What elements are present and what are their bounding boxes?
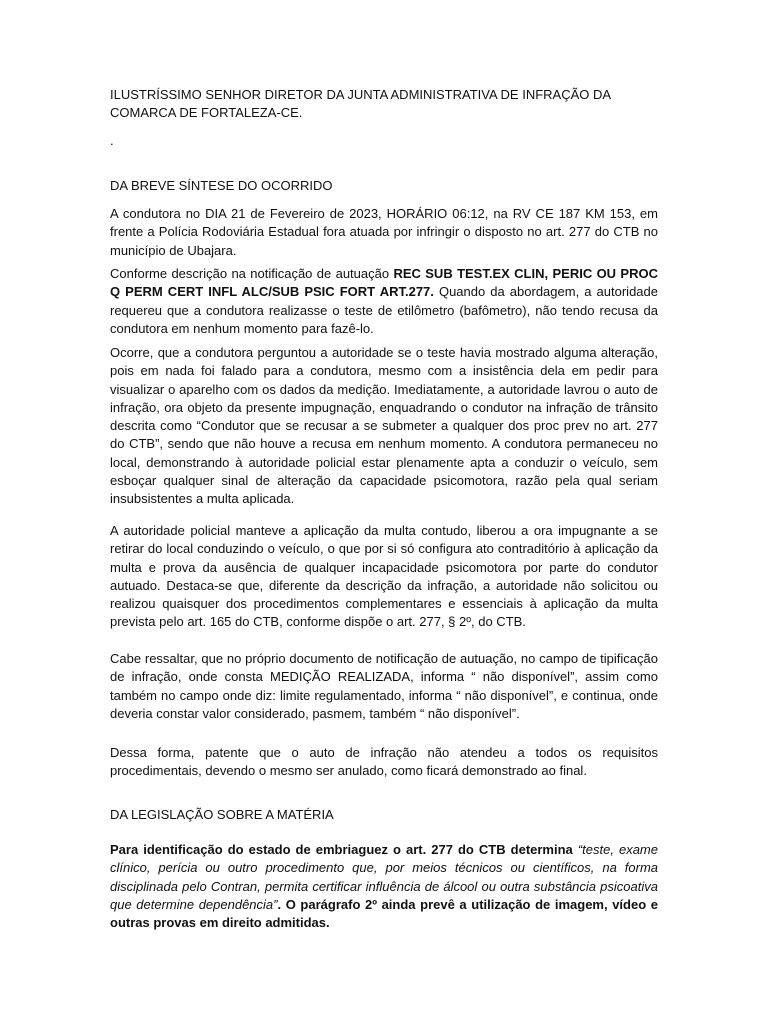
section-heading-sintese: DA BREVE SÍNTESE DO OCORRIDO	[110, 178, 333, 193]
paragraph-legislacao-pre: Para identificação do estado de embriaguez o art. 277 do CTB determina	[110, 842, 578, 857]
paragraph-ressaltar: Cabe ressaltar, que no próprio documento de notificação de autuação, no campo de tipificação de infração, onde consta MEDIÇÃO REALIZADA, informa “ não disponível”, assim como também no campo onde diz: limite regulamentado, informa “ não disponível”, e continua, onde deveria constar valor considerado, pasmem, também “ não disponível”.	[110, 651, 658, 721]
paragraph-notificacao-post: Quando da abordagem, a autoridade requereu que a condutora realizasse o teste de etilômetro (bafômetro), não tendo recusa da condutora em nenhum momento para fazê-lo.	[110, 284, 658, 336]
document-title: ILUSTRÍSSIMO SENHOR DIRETOR DA JUNTA ADMINISTRATIVA DE INFRAÇÃO DA COMARCA DE FORTALEZA-CE.	[110, 87, 611, 121]
paragraph-ocorre: Ocorre, que a condutora perguntou a autoridade se o teste havia mostrado alguma alteração, pois em nada foi falado para a condutora, mesmo com a insistência dela em pedir para visualizar o aparelho com os dados da medição. Imediatamente, a autoridade lavrou o auto de infração, ora objeto da presente impugnação, enquadrando o condutor na infração de trânsito descrita como “Condutor que se recusar a se submeter a qualquer dos proc prev no art. 277 do CTB”, sendo que não houve a recusa em nenhum momento. A condutora permaneceu no local, demonstrando à autoridade policial estar plenamente apta a conduzir o veículo, sem esboçar qualquer sinal de alteração da capacidade psicomotora, razão pela qual seriam insubsistentes a multa aplicada.	[110, 345, 658, 507]
section-heading-legislacao: DA LEGISLAÇÃO SOBRE A MATÉRIA	[110, 807, 334, 822]
legal-quote: “teste, exame clínico, perícia ou outro procedimento que, por meios técnicos ou científicos, na forma disciplinada pelo Contran, permita certificar influência de álcool ou outra substância psicoativa que determine dependência”	[110, 842, 658, 912]
paragraph-notificacao	[110, 265, 658, 338]
paragraph-legislacao	[110, 841, 658, 932]
paragraph-notificacao-pre: Conforme descrição na notificação de autuação	[110, 266, 394, 281]
paragraph-legislacao-post: . O parágrafo 2º ainda prevê a utilização de imagem, vídeo e outras provas em direito admitidas.	[110, 896, 658, 931]
infraction-code: REC SUB TEST.EX CLIN, PERIC OU PROC Q PERM CERT INFL ALC/SUB PSIC FORT ART.277.	[110, 266, 658, 300]
paragraph-dessa-forma: Dessa forma, patente que o auto de infração não atendeu a todos os requisitos procedimentais, devendo o mesmo ser anulado, como ficará demonstrado ao final.	[110, 745, 658, 779]
paragraph-ocorrido: A condutora no DIA 21 de Fevereiro de 2023, HORÁRIO 06:12, na RV CE 187 KM 153, em frente a Polícia Rodoviária Estadual fora atuada por infringir o disposto no art. 277 do CTB no município de Ubajara.	[110, 206, 658, 258]
paragraph-autoridade: A autoridade policial manteve a aplicação da multa contudo, liberou a ora impugnante a se retirar do local conduzindo o veículo, o que por si só configura ato contraditório à aplicação da multa e prova da ausência de qualquer incapacidade psicomotora por parte do condutor autuado. Destaca-se que, diferente da descrição da infração, a autoridade não solicitou ou realizou quaisquer dos procedimentos complementares e essenciais à aplicação da multa prevista pelo art. 165 do CTB, conforme dispõe o art. 277, § 2º, do CTB.	[110, 523, 658, 630]
stray-dot: .	[110, 133, 114, 148]
